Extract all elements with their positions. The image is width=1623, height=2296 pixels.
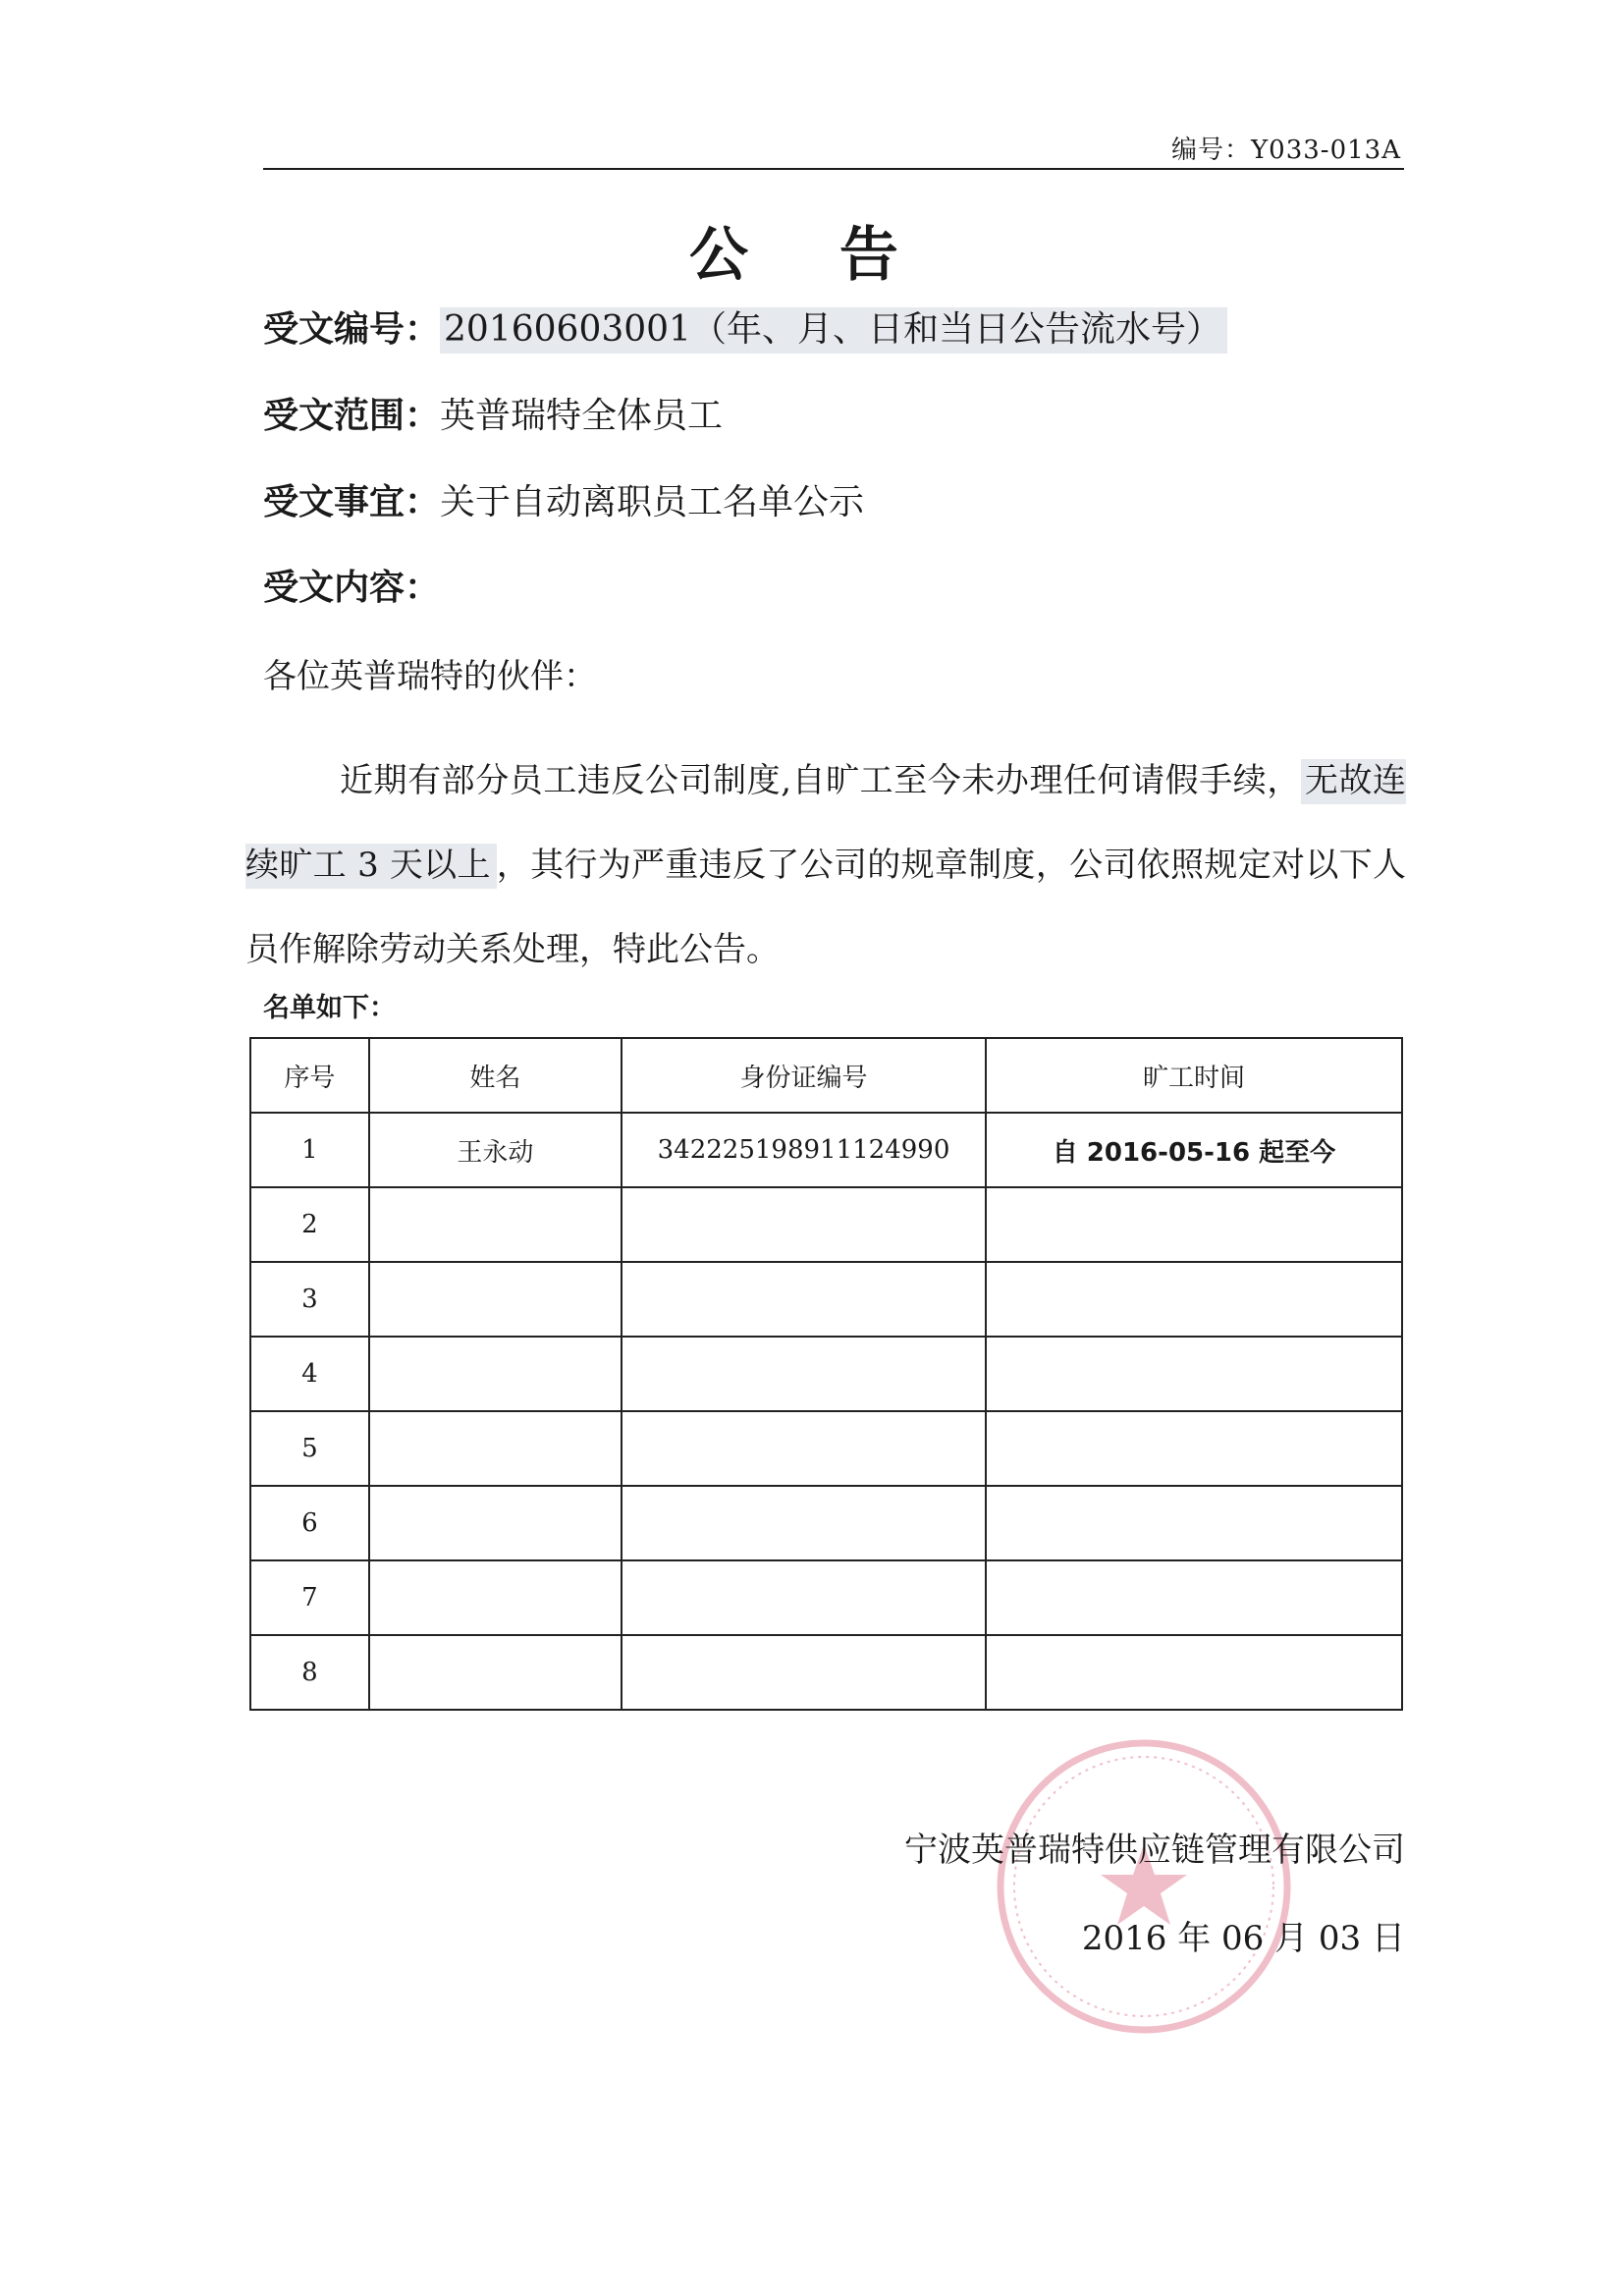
cell-id (622, 1187, 986, 1262)
field-subject-value: 关于自动离职员工名单公示 (440, 482, 865, 522)
body-paragraph (245, 738, 1406, 992)
field-subject (263, 479, 864, 526)
cell-no: 7 (250, 1560, 369, 1635)
table-row (250, 1337, 1402, 1411)
paragraph-highlight: 无故连续旷工 3 天以上 (245, 759, 1406, 889)
company-seal (992, 1734, 1296, 2039)
cell-period (986, 1337, 1402, 1411)
cell-name (369, 1486, 622, 1560)
table-row (250, 1262, 1402, 1337)
cell-id: 342225198911124990 (622, 1113, 986, 1187)
cell-no: 4 (250, 1337, 369, 1411)
header-id: 身份证编号 (622, 1038, 986, 1113)
cell-period (986, 1262, 1402, 1337)
paragraph-part-2: ，其行为严重违反了公司的规章制度，公司依照规定对以下人员作解除劳动关系处理，特此公告。 (245, 846, 1406, 969)
signature-date: 2016 年 06 月 03 日 (1081, 1919, 1405, 1958)
cell-name (369, 1337, 622, 1411)
table-row (250, 1187, 1402, 1262)
table-row (250, 1635, 1402, 1710)
cell-period (986, 1635, 1402, 1710)
cell-id (622, 1337, 986, 1411)
header-period: 旷工时间 (986, 1038, 1402, 1113)
cell-id (622, 1635, 986, 1710)
cell-id (622, 1560, 986, 1635)
cell-period: 自 2016-05-16 起至今 (986, 1113, 1402, 1187)
cell-id (622, 1262, 986, 1337)
cell-name (369, 1635, 622, 1710)
cell-no: 3 (250, 1262, 369, 1337)
doc-number: 编号：Y033-013A (1171, 136, 1401, 165)
cell-period (986, 1411, 1402, 1486)
table-row (250, 1560, 1402, 1635)
field-number-value: 20160603001（年、月、日和当日公告流水号） (440, 307, 1227, 354)
field-content (263, 565, 440, 612)
company-name: 宁波英普瑞特供应链管理有限公司 (904, 1831, 1405, 1870)
header-name: 姓名 (369, 1038, 622, 1113)
table-row (250, 1411, 1402, 1486)
table-header-row (250, 1038, 1402, 1113)
cell-no: 5 (250, 1411, 369, 1486)
cell-no: 6 (250, 1486, 369, 1560)
field-content-label: 受文内容： (263, 568, 441, 608)
cell-name (369, 1262, 622, 1337)
page-title: 公 告 (689, 221, 934, 290)
table-row (250, 1113, 1402, 1187)
greeting: 各位英普瑞特的伙伴： (263, 657, 597, 696)
cell-period (986, 1187, 1402, 1262)
field-number (263, 306, 1227, 354)
cell-no: 8 (250, 1635, 369, 1710)
cell-period (986, 1560, 1402, 1635)
field-scope (263, 393, 723, 440)
cell-name (369, 1411, 622, 1486)
cell-no: 2 (250, 1187, 369, 1262)
field-number-label: 受文编号： (263, 309, 441, 350)
cell-name (369, 1187, 622, 1262)
cell-name (369, 1560, 622, 1635)
table-row (250, 1486, 1402, 1560)
cell-id (622, 1486, 986, 1560)
cell-no: 1 (250, 1113, 369, 1187)
roster-table (249, 1037, 1403, 1711)
list-label: 名单如下： (263, 993, 396, 1023)
field-subject-label: 受文事宜： (263, 482, 441, 522)
cell-name: 王永动 (369, 1113, 622, 1187)
field-scope-value: 英普瑞特全体员工 (440, 396, 724, 436)
header-rule (263, 168, 1404, 170)
paragraph-part-1: 近期有部分员工违反公司制度,自旷工至今未办理任何请假手续， (340, 761, 1301, 800)
cell-id (622, 1411, 986, 1486)
cell-period (986, 1486, 1402, 1560)
field-scope-label: 受文范围： (263, 396, 441, 436)
header-no: 序号 (250, 1038, 369, 1113)
